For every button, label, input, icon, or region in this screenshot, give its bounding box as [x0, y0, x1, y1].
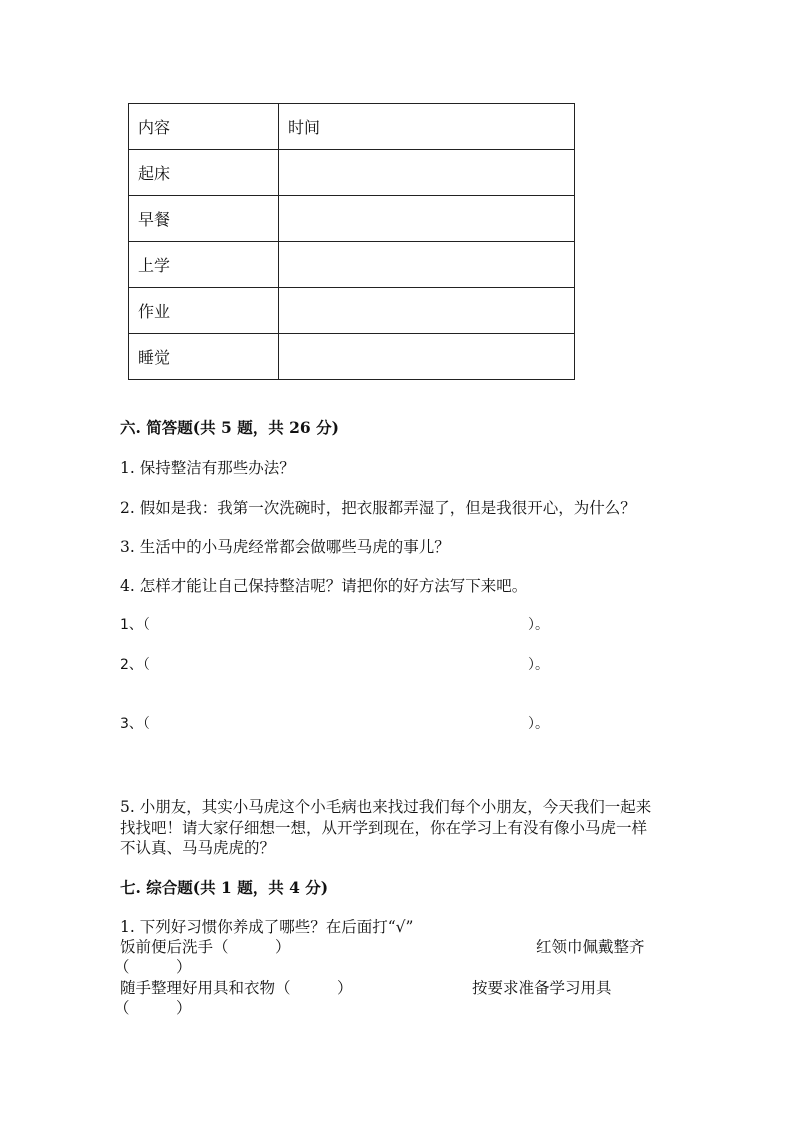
table-header-cell: 内容	[129, 104, 279, 150]
table-cell	[279, 242, 575, 288]
schedule-table	[128, 103, 575, 380]
table-cell: 睡觉	[129, 334, 279, 380]
answer-blank-2-start: 2、（	[120, 657, 150, 673]
habit-tidy-items: 随手整理好用具和衣物（ ）	[120, 979, 353, 997]
table-cell: 早餐	[129, 196, 279, 242]
table-cell	[279, 196, 575, 242]
table-cell: 作业	[129, 288, 279, 334]
question-5-line-2: 找找吧！请大家仔细想一想，从开学到现在，你在学习上有没有像小马虎一样	[120, 819, 648, 837]
table-cell: 上学	[129, 242, 279, 288]
habit-wash-hands: 饭前便后洗手（ ）	[120, 938, 291, 956]
table-header-cell: 时间	[279, 104, 575, 150]
habit-school-supplies: 按要求准备学习用具	[472, 979, 612, 997]
question-1: 1. 保持整洁有那些办法？	[120, 459, 295, 477]
answer-blank-2-end: ）。	[528, 657, 549, 673]
section-6-heading: 六. 简答题(共 5 题，共 26 分)	[120, 418, 339, 437]
question-5-line-1: 5. 小朋友，其实小马虎这个小毛病也来找过我们每个小朋友，今天我们一起来	[120, 798, 652, 816]
question-2: 2. 假如是我：我第一次洗碗时，把衣服都弄湿了，但是我很开心，为什么？	[120, 499, 636, 517]
table-header-row	[129, 104, 575, 150]
table-row	[129, 196, 575, 242]
habit-red-scarf-blank: （ ）	[114, 958, 192, 976]
answer-blank-3-start: 3、（	[120, 716, 150, 732]
table-cell	[279, 288, 575, 334]
question-5-line-3: 不认真、马马虎虎的？	[120, 839, 276, 857]
table-row	[129, 334, 575, 380]
answer-blank-3-end: ）。	[528, 716, 549, 732]
table-cell	[279, 150, 575, 196]
table-row	[129, 242, 575, 288]
table-row	[129, 150, 575, 196]
question-4: 4. 怎样才能让自己保持整洁呢？请把你的好方法写下来吧。	[120, 577, 528, 595]
question-3: 3. 生活中的小马虎经常都会做哪些马虎的事儿？	[120, 538, 450, 556]
section-7-heading: 七. 综合题(共 1 题，共 4 分)	[120, 878, 329, 897]
answer-blank-1-start: 1、（	[120, 617, 150, 633]
habit-school-supplies-blank: （ ）	[114, 999, 192, 1017]
section-7-question-1: 1. 下列好习惯你养成了哪些？在后面打“√”	[120, 918, 414, 936]
table-row	[129, 288, 575, 334]
habit-red-scarf: 红领巾佩戴整齐	[536, 938, 645, 956]
table-cell: 起床	[129, 150, 279, 196]
answer-blank-1-end: ）。	[528, 617, 549, 633]
table-cell	[279, 334, 575, 380]
